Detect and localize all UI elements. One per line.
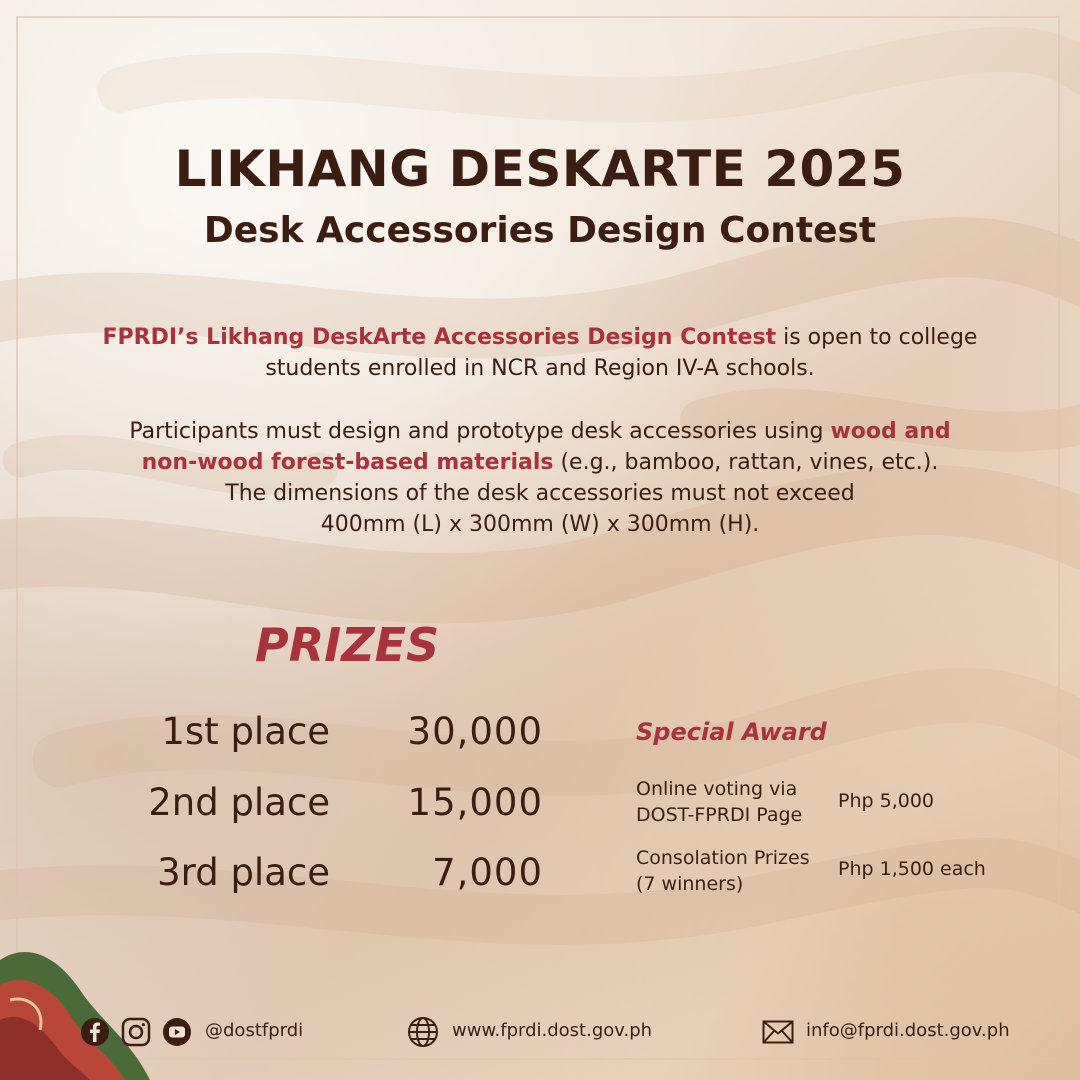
rules-line-1-highlight: wood and <box>830 419 951 444</box>
special-award-desc-2-line-1: Consolation Prizes <box>636 847 810 869</box>
page-subtitle: Desk Accessories Design Contest <box>203 210 877 251</box>
intro-rest: is open to college <box>776 325 978 350</box>
prize-amount-1: 30,000 <box>407 710 543 753</box>
rules-line-2 <box>90 447 990 478</box>
prize-place-3: 3rd place <box>157 851 330 894</box>
rules-paragraph <box>90 416 990 540</box>
intro-paragraph <box>90 322 990 384</box>
special-award-amount-2: Php 1,500 each <box>838 858 986 880</box>
prize-amount-2: 15,000 <box>407 781 543 824</box>
intro-highlight: FPRDI’s Likhang DeskArte Accessories Design Contest <box>102 325 777 350</box>
corner-ornament <box>0 940 160 1080</box>
intro-line-1 <box>90 322 990 353</box>
special-award-desc-2 <box>636 845 810 897</box>
rules-line-3: The dimensions of the desk accessories must not exceed <box>225 481 855 506</box>
email-link[interactable]: info@fprdi.dost.gov.ph <box>806 1020 1010 1041</box>
intro-line-2: students enrolled in NCR and Region IV-A schools. <box>265 356 815 381</box>
prize-amount-3: 7,000 <box>432 851 543 894</box>
prize-place-2: 2nd place <box>148 781 330 824</box>
rules-line-1-text: Participants must design and prototype desk accessories using <box>129 419 831 444</box>
special-award-amount-1: Php 5,000 <box>838 790 934 812</box>
special-award-desc-2-line-2: (7 winners) <box>636 873 744 895</box>
special-award-desc-1 <box>636 776 802 828</box>
website-link[interactable]: www.fprdi.dost.gov.ph <box>452 1020 653 1041</box>
prizes-heading: PRIZES <box>255 618 440 672</box>
rules-line-2-text: (e.g., bamboo, rattan, vines, etc.). <box>553 450 939 475</box>
special-award-desc-1-line-2: DOST-FPRDI Page <box>636 804 803 826</box>
rules-line-2-highlight: non-wood forest-based materials <box>141 450 554 475</box>
youtube-icon[interactable] <box>162 1017 192 1047</box>
special-award-desc-1-line-1: Online voting via <box>636 778 798 800</box>
special-award-heading: Special Award <box>636 718 827 746</box>
globe-icon <box>407 1016 439 1048</box>
mail-icon <box>762 1020 794 1044</box>
page-title: LIKHANG DESKARTE 2025 <box>174 140 906 198</box>
prize-place-1: 1st place <box>161 710 330 753</box>
social-handle[interactable]: @dostfprdi <box>205 1020 304 1041</box>
rules-line-4: 400mm (L) x 300mm (W) x 300mm (H). <box>320 512 760 537</box>
instagram-icon[interactable] <box>121 1017 151 1047</box>
facebook-icon[interactable] <box>80 1017 110 1047</box>
rules-line-1 <box>90 416 990 447</box>
